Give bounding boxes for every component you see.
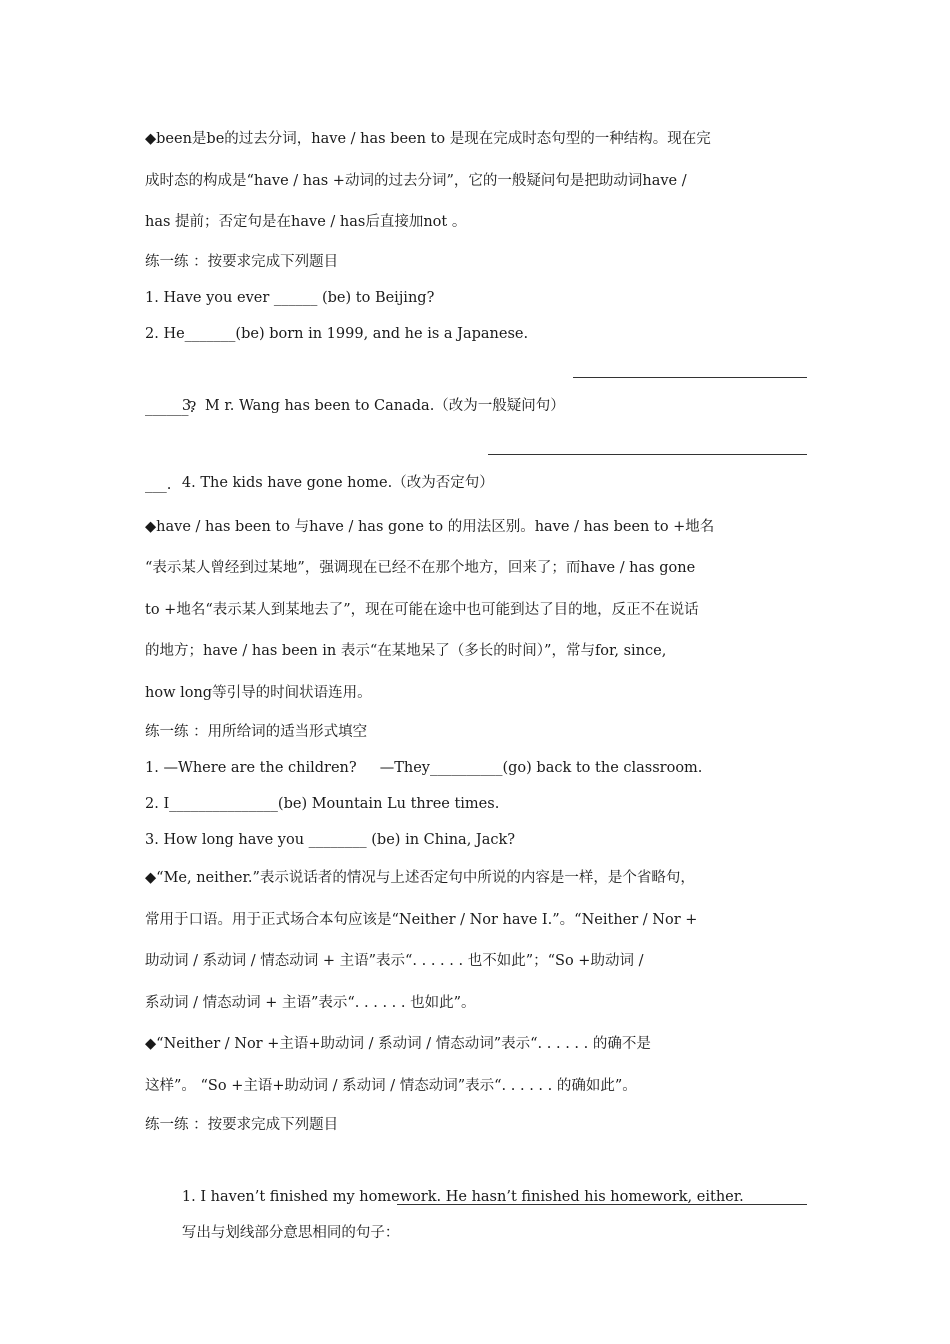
question-1-instruction: [145, 1179, 807, 1241]
question-4: [145, 429, 807, 491]
question-3: 3. How long have you ________ (be) in China, Jack?: [145, 832, 516, 848]
question-2: 2. I_______________(be) Mountain Lu three times.: [145, 796, 500, 812]
practice-block-3: [145, 1107, 807, 1241]
question-3-text: 3. M r. Wang has been to Canada.（改为一般疑问句）: [181, 397, 565, 414]
practice-block-2: [145, 714, 807, 858]
question-3-continuation: ______?: [145, 399, 197, 416]
question-2: 2. He_______(be) born in 1999, and he is a Japanese.: [145, 325, 529, 342]
paragraph-line: 常用于口语。用于正式场合本句应该是“Neither / Nor have I.”。“Neither / Nor +: [145, 911, 698, 928]
note-neither-so: [145, 1024, 807, 1107]
question-3: [145, 352, 807, 414]
paragraph-line: ◆have / has been to 与have / has gone to 的用法区别。have / has been to +地名: [145, 518, 715, 535]
question-1: [145, 1143, 807, 1205]
practice-heading: 练一练 ：用所给词的适当形式填空: [145, 724, 368, 740]
practice-heading: 练一练 ：按要求完成下列题目: [145, 253, 339, 270]
paragraph-line: “表示某人曾经到过某地”，强调现在已经不在那个地方，回来了；而have / has gone: [145, 560, 696, 576]
document-body: [145, 119, 807, 1241]
practice-heading: 练一练 ：按要求完成下列题目: [145, 1117, 339, 1133]
paragraph-line: 系动词 / 情态动词 + 主语”表示“. . . . . . 也如此”。: [145, 994, 476, 1011]
paragraph-line: ◆been是be的过去分词，have / has been to 是现在完成时态句型的一种结构。现在完: [145, 131, 711, 147]
paragraph-line: to +地名“表示某人到某地去了”，现在可能在途中也可能到达了目的地，反正不在说话: [145, 601, 699, 618]
answer-blank[interactable]: [488, 454, 807, 455]
note-present-perfect: [145, 119, 807, 244]
paragraph-line: has 提前；否定句是在have / has后直接加not 。: [145, 214, 467, 230]
question-4-continuation: ___.: [145, 477, 172, 493]
paragraph-line: 的地方；have / has been in 表示“在某地呆了（多长的时间）”，常与for, since,: [145, 643, 667, 659]
paragraph-line: 助动词 / 系动词 / 情态动词 + 主语”表示“. . . . . . 也不如此”；“So +助动词 /: [145, 953, 644, 969]
answer-blank[interactable]: [573, 377, 807, 378]
question-4-text: 4. The kids have gone home.（改为否定句）: [181, 475, 494, 491]
paragraph-line: ◆“Neither / Nor +主语+助动词 / 系动词 / 情态动词”表示“. . . . . . 的确不是: [145, 1036, 651, 1052]
question-1: 1. —Where are the children? —They__________(go) back to the classroom.: [145, 760, 703, 776]
paragraph-line: 这样”。 “So +主语+助动词 / 系动词 / 情态动词”表示“. . . . . . 的确如此”。: [145, 1077, 637, 1094]
note-been-vs-gone: [145, 507, 807, 715]
note-me-neither: [145, 858, 807, 1024]
paragraph-line: 成时态的构成是“have / has +动词的过去分词”，它的一般疑问句是把助动词have /: [145, 172, 687, 189]
practice-block-1: [145, 244, 807, 507]
answer-blank[interactable]: [397, 1204, 807, 1205]
paragraph-line: ◆“Me, neither.”表示说话者的情况与上述否定句中所说的内容是一样，是个省略句，: [145, 870, 695, 886]
instruction-text: 写出与划线部分意思相同的句子：: [181, 1225, 400, 1241]
underlined-sentence: He hasn’t finished his homework, either.: [445, 1189, 744, 1205]
question-1-text: 1. I haven’t finished my homework.: [181, 1189, 446, 1205]
paragraph-line: how long等引导的时间状语连用。: [145, 684, 372, 701]
question-1: 1. Have you ever ______ (be) to Beijing?: [145, 289, 435, 306]
